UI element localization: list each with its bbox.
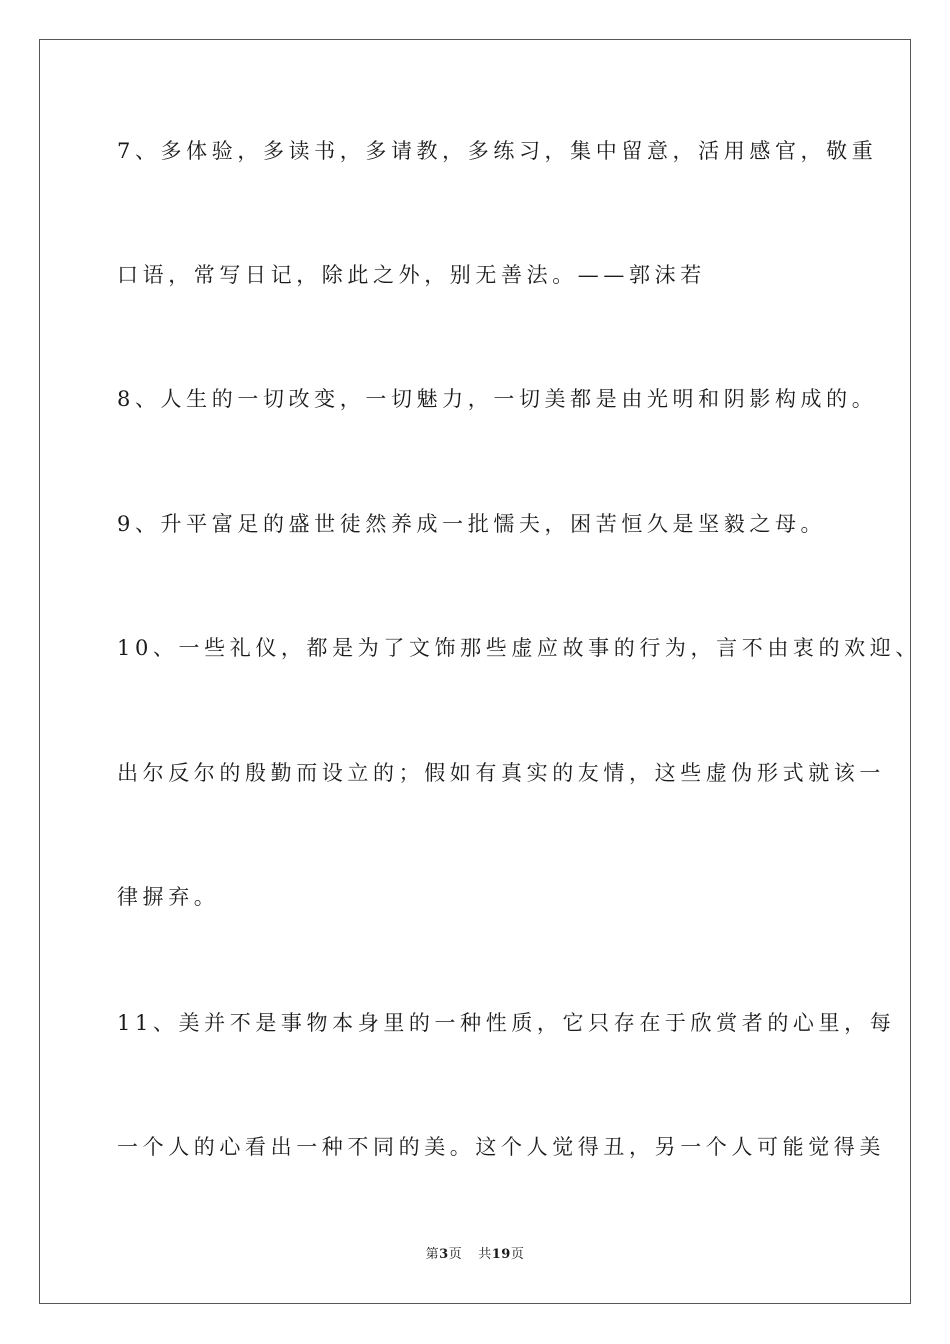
total-prefix: 共 xyxy=(478,1247,492,1262)
text-line-9: 一个人的心看出一种不同的美。这个人觉得丑，另一个人可能觉得美 xyxy=(117,1135,885,1159)
text-line-4: 9、升平富足的盛世徒然养成一批懦夫，困苦恒久是坚毅之母。 xyxy=(117,512,827,536)
text-line-1: 7、多体验，多读书，多请教，多练习，集中留意，活用感官，敬重 xyxy=(117,139,878,163)
page-border xyxy=(39,39,911,1304)
text-line-3: 8、人生的一切改变，一切魅力，一切美都是由光明和阴影构成的。 xyxy=(117,387,878,411)
page-footer xyxy=(0,1246,950,1264)
page-number: 3 xyxy=(439,1247,449,1262)
text-line-7: 律摒弃。 xyxy=(117,885,220,909)
text-line-2: 口语，常写日记，除此之外，别无善法。——郭沫若 xyxy=(117,263,706,287)
text-line-6: 出尔反尔的殷勤而设立的；假如有真实的友情，这些虚伪形式就该一 xyxy=(117,761,885,785)
page-suffix: 页 xyxy=(448,1247,463,1262)
total-suffix: 页 xyxy=(510,1247,525,1262)
total-pages: 19 xyxy=(491,1247,511,1262)
text-line-5: 10、一些礼仪，都是为了文饰那些虚应故事的行为，言不由衷的欢迎、 xyxy=(117,636,921,660)
text-line-8: 11、美并不是事物本身里的一种性质，它只存在于欣赏者的心里，每 xyxy=(117,1011,896,1035)
page-prefix: 第 xyxy=(425,1247,440,1262)
